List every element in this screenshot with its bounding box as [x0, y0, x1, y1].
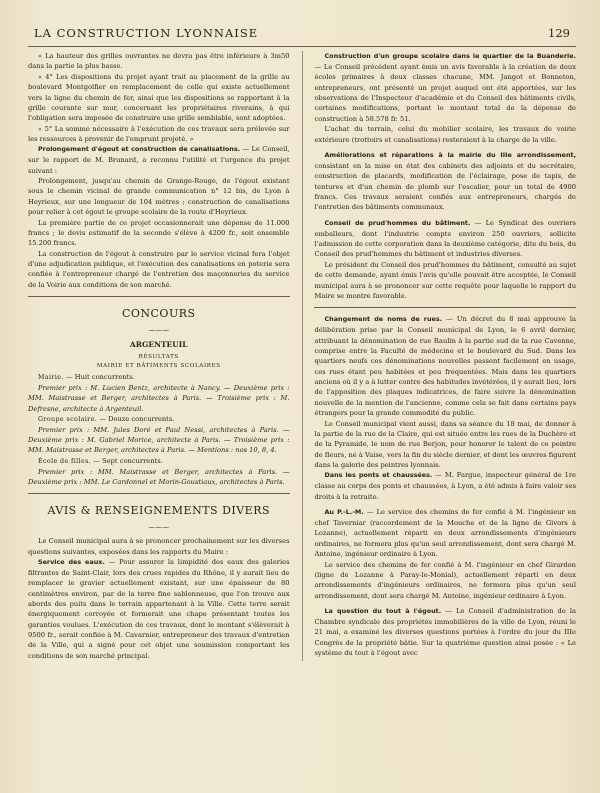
section-paragraph: Service des eaux. — Pour assurer la limpidité des eaux des galeries filtrantes de Saint-Clair, lors des crues rapides du Rhône, il y aurait lieu de remplacer le gravier actuellement existant, sur une épaisseur de 80 centimètres environ, par de la terre fine sablonneuse, que l'on trouve aux abords des puits dans le terrain appartenant à la Ville. Cette terre serait énergiquement corroyée et formerait une chape présentant toutes les garanties voulues. L'exécution de ces travaux, dont le montant s'élèverait à 9500 fr., serait confiée à M. Cavarnier, entrepreneur des travaux d'entretien de la Ville, qui a signé pour cet objet une soumission comportant les conditions de son marché principal.: [28, 557, 290, 660]
section-paragraph: Au P.-L.-M. — Le service des chemins de fer confié à M. l'ingénieur en chef Taverniar (raccordement de la Mouche et de la ligne de Givors à Lozanne), actuellement réparti en deux arrondissements d'ingénieurs ordinaires, ne formera plus qu'un seul arrondissement, dont sera chargé M. Antoine, ingénieur ordinaire à Lyon.: [314, 508, 576, 559]
paragraph: « La hauteur des grilles ouvrantes ne devra pas être inférieure à 3m50 dans la partie la plus basse.: [28, 52, 290, 71]
section-paragraph: Changement de noms de rues. — Un décret du 8 mai approuve la délibération prise par le Conseil municipal de Lyon, le 6 avril dernier, attribuant la dénomination de rue Raulin à la partie sud de la rue Cavenne, comprise entre la Faculté de médecine et le boulevard du Sud. Dans les quartiers neufs ces dénominations nouvelles passent facilement en usage, ces rues étant peu habitées et peu fréquentées. Mais dans les quartiers anciens où il y a à lutter contre des habitudes invétérées, il y aurait lieu, lors de l'apposition des plaques indicatrices, de faire suivre la dénomination nouvelle de la mention de l'ancienne, comme cela se fait dans certains pays étrangers pour la grande commodité du public.: [314, 315, 576, 418]
paragraph: Prolongement, jusqu'au chemin de Grange-Rouge, de l'égout existant sous le chemin vicinal de grande communication n° 12 bis, de Lyon à Heyrieux, sur une longueur de 104 mètres ; construction de canalisations pour relier à cet égout le groupe scolaire de la route d'Heyrieux.: [28, 177, 290, 217]
section-paragraph: Améliorations et réparations à la mairie du IIIe arrondissement, consistant en la mise en état des cabinets des adjoints et du secrétaire, construction de placards, modification de l'éclairage, pose de tapis, de tentures et d'un chemin de plomb sur l'escalier, pour un total de 4900 francs. Ces travaux seraient confiés aux entrepreneurs, chargés de l'entretien des bâtiments communaux.: [314, 150, 576, 212]
section-lead: Améliorations et réparations à la mairie du IIIe arrondissement,: [324, 150, 576, 159]
section-paragraph: Conseil de prud'hommes du bâtiment. — Le Syndicat des ouvriers emballeurs, dont l'industrie compte environ 250 ouvriers, sollicite l'admission de cette corporation dans la deuxième catégorie, dite du bois, du Conseil des prud'hommes du bâtiment et industries diverses.: [314, 218, 577, 259]
section-lead: Dans les ponts et chaussées.: [324, 471, 433, 480]
result-entry: Mairie. — Huit concurrents.: [38, 373, 135, 381]
column-divider: [302, 51, 303, 661]
concours-results: RÉSULTATS: [138, 353, 179, 360]
page-number: 129: [548, 26, 570, 40]
avis-heading: AVIS & RENSEIGNEMENTS DIVERS: [47, 504, 271, 518]
result-prizes: Premier prix : MM. Jules Doré et Paul Nessi, architectes à Paris. — Deuxième prix : M. Gabriel Morice, architecte à Paris. — Troisième prix : MM. Maistrasse et Berger, architectes à Paris. — Mentions : nos 10, 8, 4.: [28, 425, 290, 455]
paragraph: La construction de l'égout à construire par le service vicinal fera l'objet d'une adjudication publique, et l'exécution des canalisations en poterie sera confiée à l'entrepreneur chargé de l'entretien des maçonneries du service de la Voirie aux conditions de son marché.: [28, 249, 290, 289]
left-column: [28, 51, 290, 661]
result-entry: Groupe scolaire. — Douze concurrents.: [38, 414, 175, 423]
paragraph: L'achat du terrain, celui du mobilier scolaire, les travaux de voirie extérieure (trottoirs et canalisations) resteraient à la charge de la ville.: [314, 125, 576, 144]
journal-title: LA CONSTRUCTION LYONNAISE: [34, 26, 259, 40]
section-lead: Construction d'un groupe scolaire dans le quartier de la Buanderie.: [324, 52, 576, 60]
concours-heading: CONCOURS: [121, 307, 196, 321]
result-prizes: Premier prix : M. Lucien Bentz, architecte à Nancy. — Deuxième prix : MM. Maistrasse et Berger, architectes à Paris. — Troisième prix : M. Defresne, architecte à Argenteuil.: [28, 383, 290, 413]
section-paragraph: Dans les ponts et chaussées. — M. Fargue, inspecteur général de 1re classe au corps des ponts et chaussées, à Lyon, a été admis à faire valoir ses droits à la retraite.: [314, 471, 576, 501]
ornament: ⁓⁓⁓: [148, 524, 170, 533]
section-lead: Au P.-L.-M.: [324, 508, 364, 517]
concours-subtitle: MAIRIE ET BÂTIMENTS SCOLAIRES: [96, 363, 221, 370]
paragraph: Le président du Conseil des prud'hommes du bâtiment, consulté au sujet de cette demande, ayant émis l'avis qu'elle pouvait être acceptée, le Conseil municipal aura à se prononcer sur cette requête pour laquelle le rapport du Maire se montre favorable.: [314, 260, 576, 300]
section-lead: Changement de noms de rues.: [324, 315, 443, 324]
paragraph: La première partie de ce projet occasionnerait une dépense de 11.000 francs ; le devis estimatif de la seconde s'élève à 4200 fr., soit ensemble 15.200 francs.: [28, 218, 290, 248]
paragraph: Le Conseil municipal aura à se prononcer prochainement sur les diverses questions suivantes, exposées dans les rapports du Maire :: [28, 537, 290, 556]
divider: [28, 493, 290, 494]
right-column: [314, 51, 576, 661]
section-paragraph: La question du tout à l'égout. — Le Conseil d'administration de la Chambre syndicale des propriétés immobilières de la ville de Lyon, réuni le 21 mai, a examiné les diverses questions portées à l'ordre du jour du IIIe Congrès de la propriété bâtie. Sur la quatrième question ainsi posée : « Le système du tout à l'égout avec: [314, 607, 576, 658]
section-lead: Conseil de prud'hommes du bâtiment.: [324, 218, 471, 227]
running-head: [28, 26, 576, 47]
ornament: ⁓⁓⁓: [148, 327, 170, 336]
section-paragraph: Prolongement d'égout et construction de canalisations. — Le Conseil, sur le rapport de M. Brunard, a reconnu l'utilité et l'urgence du projet suivant :: [28, 145, 290, 175]
paragraph: « 5° La somme nécessaire à l'exécution de ces travaux sera prélevée sur les ressources à provenir de l'emprunt projeté. »: [28, 124, 290, 143]
section-lead: La question du tout à l'égout.: [324, 607, 442, 616]
paragraph: « 4° Les dispositions du projet ayant trait au placement de la grille au boulevard Montgolfier en remplacement de celle qui existe actuellement vers la ligne du chemin de fer, ainsi que les dispositions se rapportant à la grille courante sur mur, concernant les propriétaires riverains, à qui l'obligation sera imposée de construire une grille semblable, sont adoptées.: [28, 72, 290, 123]
section-paragraph: Construction d'un groupe scolaire dans le quartier de la Buanderie. — Le Conseil précédent ayant émis un avis favorable à la création de deux écoles primaires à deux classes chacune, MM. Jangot et Bonneton, entrepreneurs, ont présenté un projet auquel ont été apportées, sur les observations de l'Inspecteur d'académie et du Conseil des bâtiments civils, certaines modifications, portant le montant total de la dépense de construction à 58.578 fr. 51.: [314, 52, 576, 123]
concours-city: ARGENTEUIL: [129, 340, 188, 350]
columns: [28, 51, 576, 661]
section-lead: Prolongement d'égout et construction de canalisations.: [38, 145, 241, 154]
paragraph: Le service des chemins de fer confié à M. l'ingénieur en chef Girardon (ligne de Lozanne à Paray-le-Monial), actuellement réparti en deux arrondissements d'ingénieurs ordinaires, ne formera plus qu'un seul arrondissement, dont sera chargé M. Antoine, ingénieur ordinaire à Lyon.: [314, 560, 576, 600]
result-prizes: Premier prix : MM. Maistrasse et Berger, architectes à Paris. — Deuxième prix : MM. Le Cardonnel et Morin-Goustiaux, architectes à Paris.: [28, 467, 290, 486]
result-entry: École de filles. — Sept concurrents.: [38, 456, 163, 465]
section-lead: Service des eaux.: [38, 557, 105, 566]
divider: [28, 296, 290, 297]
divider: [314, 307, 576, 308]
paragraph: Le Conseil municipal vient aussi, dans sa séance du 18 mai, de donner à la partie de la rue de la Claire, qui est située entre les rues de la Duchère et de la Pyramide, le nom de rue Berjon, pour honorer le talent de ce peintre de fleurs, né à Vaise, vers la fin du siècle dernier, et dont les œuvres figurent dans la galerie des peintres lyonnais.: [314, 419, 576, 470]
